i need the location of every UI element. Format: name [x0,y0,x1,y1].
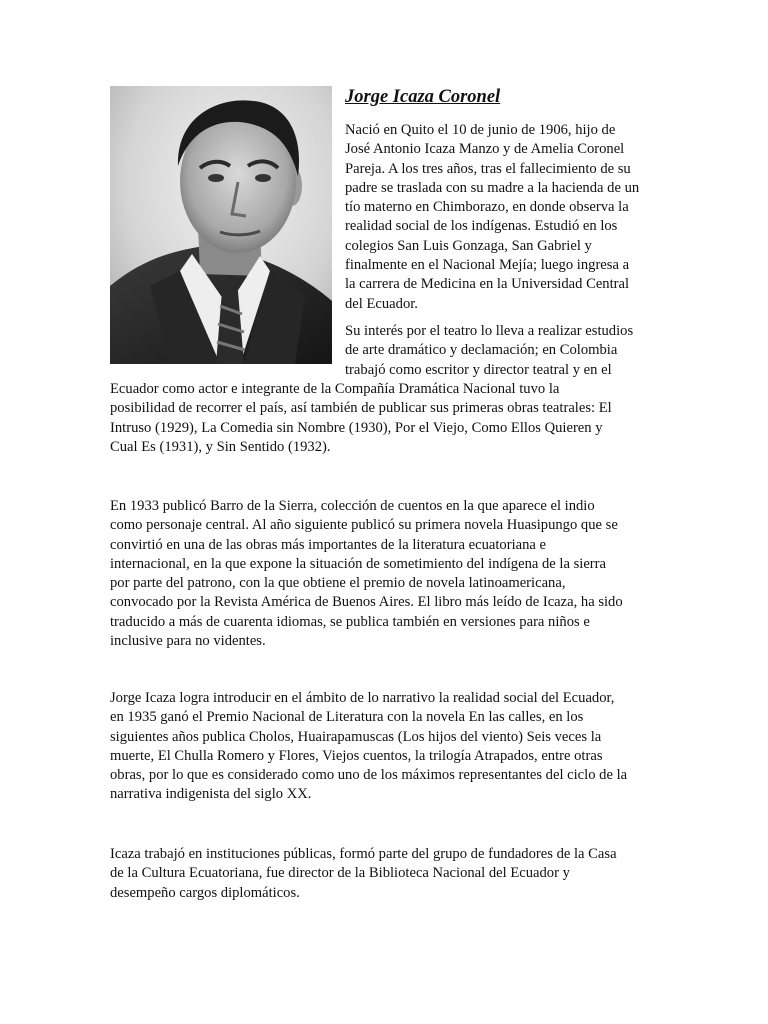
text-line: Su interés por el teatro lo lleva a realizar estudios [345,323,634,339]
text-line: José Antonio Icaza Manzo y de Amelia Coronel [345,141,625,158]
text-line: traducido a más de cuarenta idiomas, se publica también en versiones para niños e [110,613,590,630]
text-line: por parte del patrono, con la que obtiene el premio de novela latinoamericana, [110,575,566,592]
text-line: del Ecuador. [345,295,418,312]
document-title: Jorge Icaza Coronel [345,87,501,107]
text-line: Intruso (1929), La Comedia sin Nombre (1930), Por el Viejo, Como Ellos Quieren y [110,419,603,436]
text-line: de la Cultura Ecuatoriana, fue director de la Biblioteca Nacional del Ecuador y [110,865,570,882]
text-line: Ecuador como actor e integrante de la Compañía Dramática Nacional tuvo la [110,381,560,397]
paragraph-theatre-continued [110,380,612,457]
paragraph-huasipungo [110,497,623,651]
text-line: En 1933 publicó Barro de la Sierra, colección de cuentos en la que aparece el indio [110,498,595,514]
portrait-photo [110,86,332,364]
paragraph-institutions [110,845,617,903]
text-line: padre se traslada con su madre a la hacienda de un [345,179,640,196]
text-line: posibilidad de recorrer el país, así también de publicar sus primeras obras teatrales: El [110,400,612,417]
paragraph-theatre-wrapped [345,322,633,380]
text-line: de arte dramático y declamación; en Colombia [345,342,618,359]
text-line: finalmente en el Nacional Mejía; luego ingresa a [345,257,630,274]
text-line: Nació en Quito el 10 de junio de 1906, hijo de [345,122,616,138]
text-line: trabajó como escritor y director teatral y en el [345,361,612,378]
text-line: Cual Es (1931), y Sin Sentido (1932). [110,438,331,455]
text-line: colegios San Luis Gonzaga, San Gabriel y [345,237,592,254]
text-line: Jorge Icaza logra introducir en el ámbito de lo narrativo la realidad social del Ecuador, [110,690,615,706]
text-line: tío materno en Chimborazo, en donde observa la [345,199,629,216]
text-line: Icaza trabajó en instituciones públicas, formó parte del grupo de fundadores de la Casa [110,846,617,862]
text-line: narrativa indigenista del siglo XX. [110,786,312,803]
text-line: convirtió en una de las obras más importantes de la literatura ecuatoriana e [110,536,547,553]
text-line: internacional, en la que expone la situación de sometimiento del indígena de la sierra [110,555,607,572]
text-line: obras, por lo que es considerado como uno de los máximos representantes del ciclo de la [110,767,628,784]
text-line: Pareja. A los tres años, tras el fallecimiento de su [345,160,631,177]
text-line: desempeño cargos diplomáticos. [110,884,300,901]
text-line: muerte, El Chulla Romero y Flores, Viejos cuentos, la trilogía Atrapados, entre otras [110,747,603,764]
text-line: realidad social de los indígenas. Estudió en los [345,218,618,235]
paragraph-narrative [110,689,627,805]
text-line: convocado por la Revista América de Buenos Aires. El libro más leído de Icaza, ha sido [110,594,623,611]
text-line: siguientes años publica Cholos, Huairapamuscas (Los hijos del viento) Seis veces la [110,728,602,745]
paragraph-birth [345,121,639,314]
text-line: inclusive para no videntes. [110,633,266,650]
text-line: como personaje central. Al año siguiente publicó su primera novela Huasipungo que se [110,517,618,534]
text-line: la carrera de Medicina en la Universidad Central [345,276,630,293]
text-line: en 1935 ganó el Premio Nacional de Literatura con la novela En las calles, en los [110,709,584,726]
